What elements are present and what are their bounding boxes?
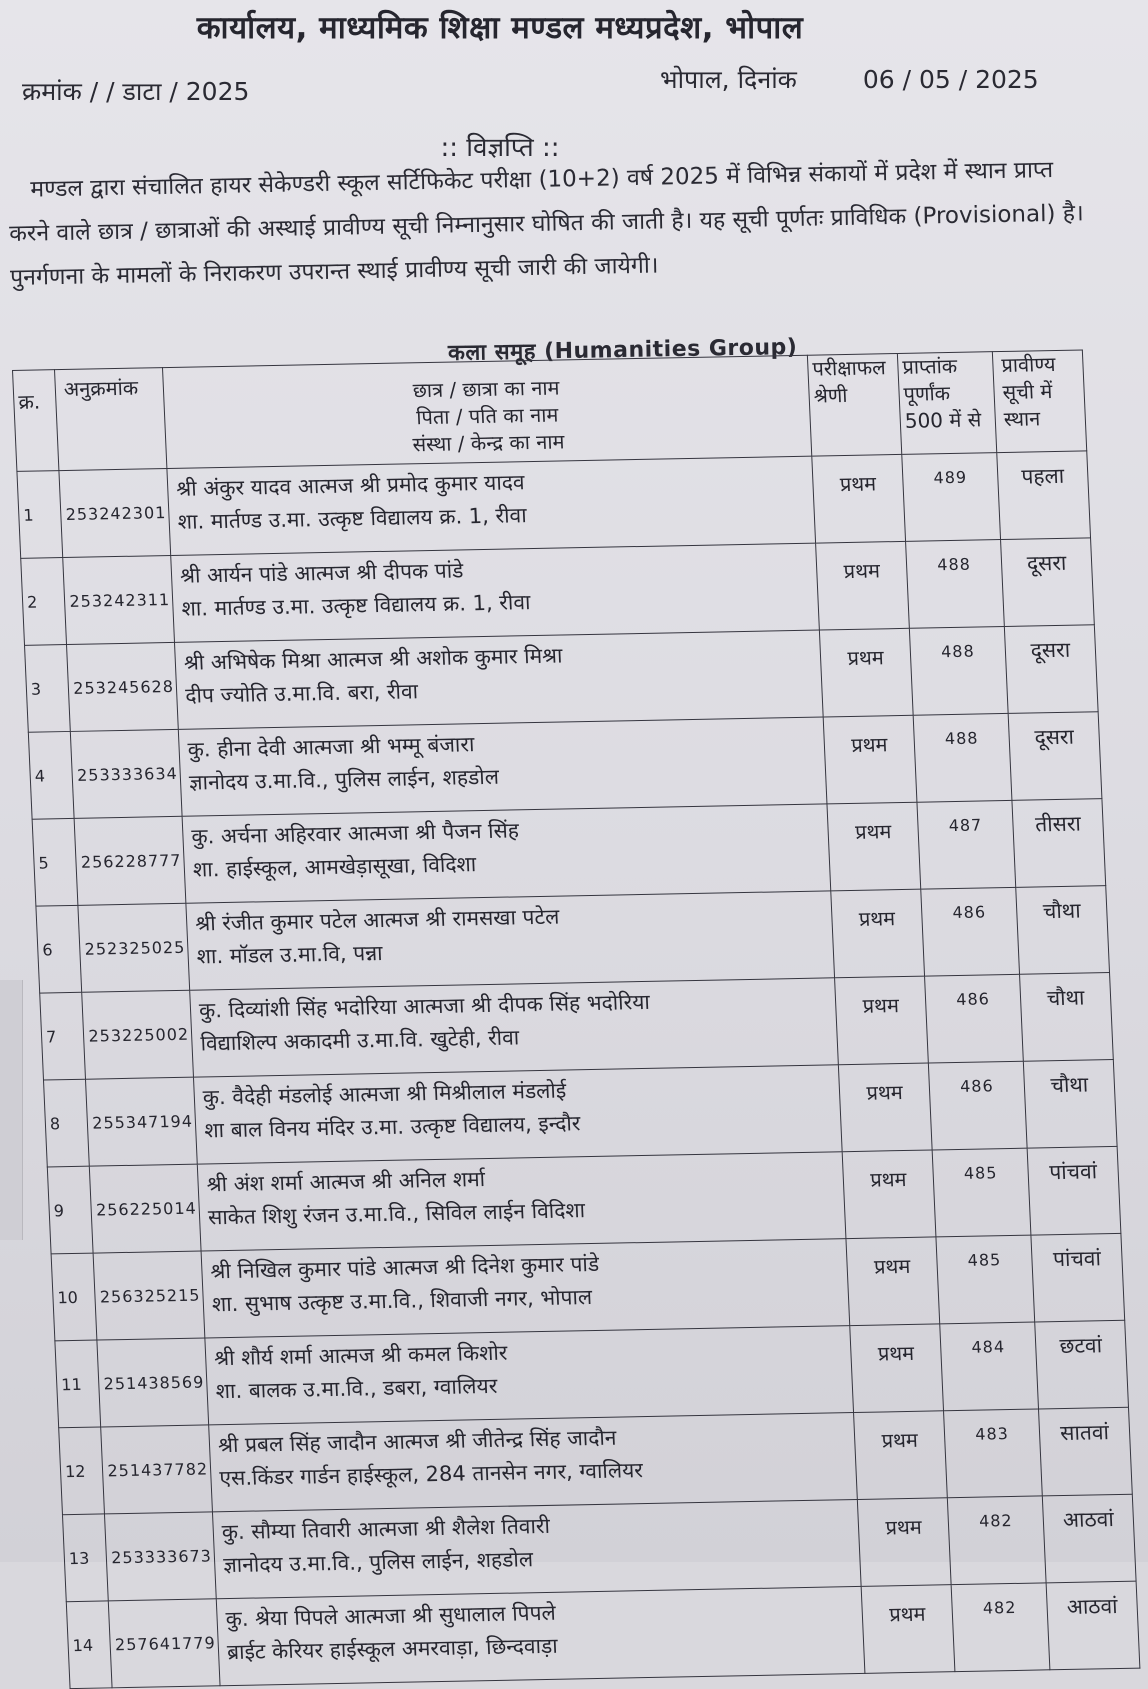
row-roll: 253333634: [70, 729, 182, 818]
row-division: प्रथम: [838, 1063, 932, 1152]
row-sr: 10: [51, 1253, 97, 1341]
row-division: प्रथम: [857, 1498, 951, 1587]
student-name: कु. वैदेही मंडलोई आत्मजा श्री मिश्रीलाल मंडलोई: [202, 1078, 567, 1110]
row-marks: 488: [906, 540, 1005, 629]
row-sr: 9: [47, 1166, 93, 1254]
school-name: शा. सुभाष उत्कृष्ट उ.मा.वि., शिवाजी नगर, भोपाल: [211, 1285, 593, 1317]
school-name: शा. बालक उ.मा.वि., डबरा, ग्वालियर: [215, 1373, 498, 1404]
row-sr: 2: [21, 558, 67, 646]
row-marks: 486: [921, 887, 1020, 976]
row-division: प्रथम: [827, 802, 921, 891]
school-name: ज्ञानोदय उ.मा.वि., पुलिस लाईन, शहडोल: [222, 1547, 534, 1578]
row-roll: 252325025: [78, 903, 190, 992]
row-rank: पांचवां: [1031, 1233, 1125, 1322]
row-roll: 257641779: [108, 1599, 220, 1688]
student-name: श्री रंजीत कुमार पटेल आत्मज श्री रामसखा पटेल: [194, 904, 560, 936]
school-name: दीप ज्योति उ.मा.वि. बरा, रीवा: [184, 679, 419, 708]
row-sr: 7: [40, 992, 86, 1080]
row-marks: 485: [932, 1148, 1031, 1237]
row-division: प्रथम: [823, 715, 917, 804]
row-name-cell: [171, 543, 820, 642]
row-rank: तीसरा: [1012, 799, 1106, 888]
date-label: भोपाल, दिनांक: [660, 65, 797, 94]
school-name: साकेत शिशु रंजन उ.मा.वि., सिविल लाईन विदिशा: [207, 1198, 586, 1230]
row-marks: 483: [944, 1409, 1043, 1498]
row-division: प्रथम: [835, 976, 929, 1065]
header-roll: अनुक्रमांक: [55, 368, 167, 471]
row-roll: 251437782: [101, 1425, 213, 1514]
row-marks: 488: [909, 626, 1008, 715]
row-rank: आठवां: [1042, 1494, 1136, 1583]
row-marks: 482: [947, 1496, 1046, 1585]
school-name: शा. मार्तण्ड उ.मा. उत्कृष्ट विद्यालय क्र. 1, रीवा: [177, 503, 528, 534]
row-name-cell: [186, 891, 835, 990]
student-name: श्री अंश शर्मा आत्मज श्री अनिल शर्मा: [206, 1167, 486, 1197]
row-roll: 253245628: [67, 642, 179, 731]
row-marks: 489: [902, 453, 1001, 542]
row-marks: 488: [913, 713, 1012, 802]
school-name: ब्राईट केरियर हाईस्कूल अमरवाड़ा, छिन्दवाड़ा: [226, 1633, 559, 1665]
row-roll: 253242301: [59, 469, 171, 558]
student-name: श्री प्रबल सिंह जादौन आत्मज श्री जीतेन्द्र सिंह जादौन: [217, 1425, 617, 1458]
student-name: कु. हीना देवी आत्मजा श्री भम्मू बंजारा: [187, 732, 475, 762]
row-marks: 486: [925, 974, 1024, 1063]
row-sr: 13: [62, 1514, 108, 1602]
header-name: [162, 355, 811, 468]
school-name: ज्ञानोदय उ.मा.वि., पुलिस लाईन, शहडोल: [188, 764, 500, 795]
header-name-line1: छात्र / छात्रा का नाम: [412, 375, 560, 403]
student-name: कु. श्रेया पिपले आत्मजा श्री सुधालाल पिपले: [225, 1600, 557, 1632]
header-name-line2: पिता / पति का नाम: [415, 402, 559, 430]
row-rank: आठवां: [1046, 1581, 1140, 1670]
reference-number: क्रमांक / / डाटा / 2025: [22, 77, 250, 106]
student-name: कु. दिव्यांशी सिंह भदोरिया आत्मजा श्री दीपक सिंह भदोरिया: [198, 989, 651, 1023]
student-name: श्री अभिषेक मिश्रा आत्मज श्री अशोक कुमार मिश्रा: [183, 643, 563, 675]
row-rank: दूसरा: [1008, 712, 1102, 801]
row-name-cell: [197, 1152, 846, 1251]
row-marks: 487: [917, 800, 1016, 889]
row-division: प्रथम: [819, 628, 913, 717]
student-name: श्री आर्यन पांडे आत्मज श्री दीपक पांडे: [179, 558, 464, 588]
school-name: एस.किंडर गार्डन हाईस्कूल, 284 तानसेन नगर, ग्वालियर: [218, 1458, 644, 1491]
row-marks: 482: [951, 1583, 1050, 1672]
row-name-cell: [212, 1499, 861, 1598]
row-division: प्रथम: [812, 454, 906, 543]
row-rank: सातवां: [1039, 1407, 1133, 1496]
header-name-line3: संस्था / केन्द्र का नाम: [411, 429, 565, 457]
header-rank: प्रावीण्य सूची में स्थान: [992, 350, 1086, 453]
row-division: प्रथम: [854, 1411, 948, 1500]
row-name-cell: [209, 1413, 858, 1512]
student-name: श्री शौर्य शर्मा आत्मज श्री कमल किशोर: [213, 1340, 508, 1371]
student-name: कु. सौम्या तिवारी आत्मजा श्री शैलेश तिवारी: [221, 1513, 551, 1545]
row-division: प्रथम: [831, 889, 925, 978]
row-rank: चौथा: [1020, 973, 1114, 1062]
row-sr: 8: [44, 1079, 90, 1167]
school-name: शा. मॉडल उ.मा.वि, पन्ना: [196, 941, 384, 969]
row-marks: 485: [936, 1235, 1035, 1324]
date-line: [660, 62, 1039, 96]
row-name-cell: [174, 630, 823, 729]
row-sr: 5: [32, 818, 78, 906]
row-roll: 253333673: [104, 1512, 216, 1601]
header-sr: क्र.: [13, 370, 59, 472]
row-name-cell: [178, 717, 827, 816]
header-marks: प्राप्तांक पूर्णांक 500 में से: [897, 352, 996, 455]
row-division: प्रथम: [861, 1585, 955, 1674]
row-roll: 253225002: [82, 990, 194, 1079]
student-name: श्री अंकुर यादव आत्मज श्री प्रमोद कुमार यादव: [175, 470, 526, 501]
student-name: कु. अर्चना अहिरवार आत्मजा श्री पैजन सिंह: [190, 818, 520, 849]
row-sr: 4: [28, 731, 74, 819]
school-name: शा. हाईस्कूल, आमखेड़ासूखा, विदिशा: [192, 852, 477, 882]
row-roll: 256228777: [74, 816, 186, 905]
row-division: प्रथम: [850, 1324, 944, 1413]
row-roll: 256225014: [89, 1164, 201, 1253]
row-division: प्रथम: [846, 1237, 940, 1326]
row-roll: 253242311: [63, 555, 175, 644]
row-roll: 256325215: [93, 1251, 205, 1340]
row-rank: छटवां: [1035, 1320, 1129, 1409]
row-name-cell: [167, 456, 816, 555]
row-sr: 1: [17, 471, 63, 559]
adjacent-page-edge: [0, 980, 23, 1240]
school-name: विद्याशिल्प अकादमी उ.मा.वि. खुटेही, रीवा: [199, 1025, 520, 1056]
row-sr: 3: [25, 645, 71, 733]
row-rank: चौथा: [1016, 886, 1110, 975]
row-roll: 251438569: [97, 1338, 209, 1427]
row-rank: पहला: [997, 451, 1091, 540]
row-sr: 6: [36, 905, 82, 993]
row-sr: 14: [66, 1601, 112, 1689]
row-sr: 12: [59, 1427, 105, 1515]
notice-title: :: विज्ञप्ति ::: [440, 133, 560, 163]
row-sr: 11: [55, 1340, 101, 1428]
merit-list-table: [12, 349, 1140, 1689]
row-name-cell: [201, 1239, 850, 1338]
merit-list-table-wrap: [12, 349, 1139, 1689]
notice-paragraph: मण्डल द्वारा संचालित हायर सेकेण्डरी स्कूल सर्टिफिकेट परीक्षा (10+2) वर्ष 2025 में विभिन्न संकायों में प्रदेश में स्थान प्राप्त करने वाले छात्र / छात्राओं की अस्थाई प्रावीण्य सूची निम्नानुसार घोषित की जाती है। यह सूची पूर्णतः प्राविधिक (Provisional) है। पुनर्गणना के मामलों के निराकरण उपरान्त स्थाई प्रावीण्य सूची जारी की जायेगी।: [9, 156, 1084, 291]
row-division: प्रथम: [816, 541, 910, 630]
row-marks: 486: [928, 1061, 1027, 1150]
row-name-cell: [205, 1326, 854, 1425]
school-name: शा बाल विनय मंदिर उ.मा. उत्कृष्ट विद्यालय, इन्दौर: [203, 1111, 581, 1143]
student-name: श्री निखिल कुमार पांडे आत्मज श्री दिनेश कुमार पांडे: [209, 1251, 600, 1284]
office-heading: कार्यालय, माध्यमिक शिक्षा मण्डल मध्यप्रदेश, भोपाल: [196, 10, 804, 46]
row-rank: दूसरा: [1001, 538, 1095, 627]
row-marks: 484: [940, 1322, 1039, 1411]
row-name-cell: [193, 1065, 842, 1164]
school-name: शा. मार्तण्ड उ.मा. उत्कृष्ट विद्यालय क्र. 1, रीवा: [181, 590, 531, 621]
row-name-cell: [190, 978, 839, 1077]
row-name-cell: [216, 1586, 865, 1685]
row-roll: 255347194: [85, 1077, 197, 1166]
row-rank: दूसरा: [1004, 625, 1098, 714]
row-rank: चौथा: [1023, 1059, 1117, 1148]
header-division: परीक्षाफल श्रेणी: [807, 354, 901, 457]
group-title: कला समूह (Humanities Group): [447, 334, 798, 367]
date-value: 06 / 05 / 2025: [862, 65, 1039, 94]
row-division: प्रथम: [842, 1150, 936, 1239]
row-rank: पांचवां: [1027, 1146, 1121, 1235]
row-name-cell: [182, 804, 831, 903]
